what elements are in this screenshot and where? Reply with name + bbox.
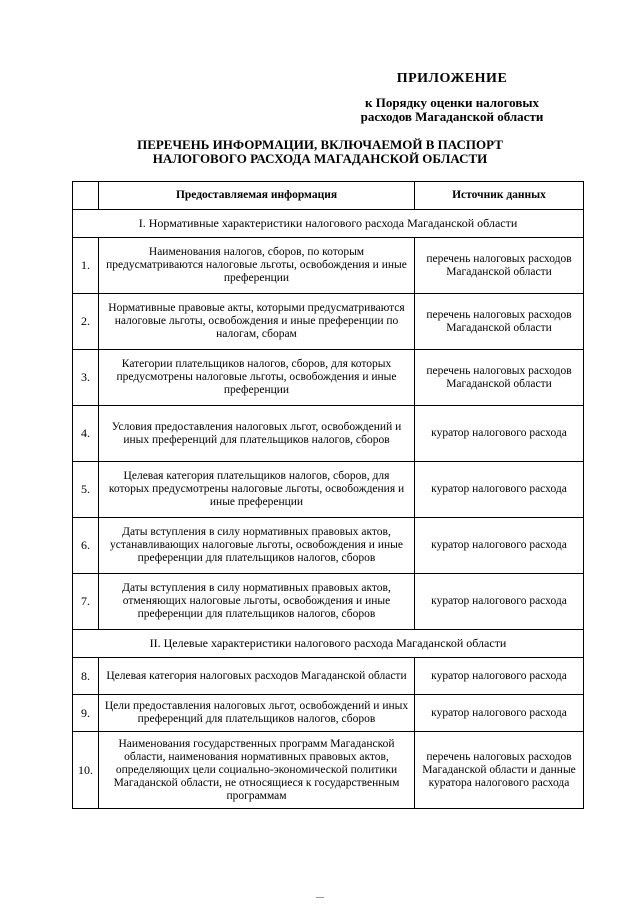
row-info: Даты вступления в силу нормативных правовых актов, отменяющих налоговые льготы, освобождения и иные преференции для плательщиков налогов, сборов — [99, 574, 415, 630]
row-info: Наименования налогов, сборов, по которым предусматриваются налоговые льготы, освобождения и иные преференции — [99, 238, 415, 294]
row-info: Нормативные правовые акты, которыми предусматриваются налоговые льготы, освобождения и иные преференции по налогам, сборам — [99, 294, 415, 350]
row-info: Категории плательщиков налогов, сборов, для которых предусмотрены налоговые льготы, освобождения и иные преференции — [99, 350, 415, 406]
document-title — [100, 138, 540, 166]
row-number: 6. — [73, 518, 99, 574]
row-number: 4. — [73, 406, 99, 462]
row-number: 9. — [73, 695, 99, 732]
appendix-line-1: к Порядку оценки налоговых — [364, 95, 540, 110]
row-source: куратор налогового расхода — [415, 658, 584, 695]
section-row — [73, 210, 584, 238]
row-number: 10. — [73, 732, 99, 809]
information-table — [72, 181, 584, 809]
row-info: Целевая категория плательщиков налогов, сборов, для которых предусмотрены налоговые льготы, освобождения и иные преференции — [99, 462, 415, 518]
row-source: перечень налоговых расходов Магаданской области — [415, 294, 584, 350]
table-row — [73, 574, 584, 630]
header-source: Источник данных — [415, 182, 584, 210]
row-number: 3. — [73, 350, 99, 406]
row-info: Условия предоставления налоговых льгот, освобождений и иных преференций для плательщиков налогов, сборов — [99, 406, 415, 462]
header-info: Предоставляемая информация — [99, 182, 415, 210]
row-number: 8. — [73, 658, 99, 695]
section-title: I. Нормативные характеристики налогового расхода Магаданской области — [73, 210, 584, 238]
page-footer-mark — [316, 897, 324, 898]
row-source: перечень налоговых расходов Магаданской области — [415, 350, 584, 406]
table-header-row — [73, 182, 584, 210]
row-info: Цели предоставления налоговых льгот, освобождений и иных преференций для плательщиков налогов, сборов — [99, 695, 415, 732]
table-row — [73, 518, 584, 574]
appendix-label: ПРИЛОЖЕНИЕ — [396, 71, 508, 86]
section-title: II. Целевые характеристики налогового расхода Магаданской области — [73, 630, 584, 658]
row-number: 5. — [73, 462, 99, 518]
title-line-1: ПЕРЕЧЕНЬ ИНФОРМАЦИИ, ВКЛЮЧАЕМОЙ В ПАСПОРТ — [137, 137, 503, 152]
row-source: куратор налогового расхода — [415, 462, 584, 518]
row-source: куратор налогового расхода — [415, 518, 584, 574]
row-info: Наименования государственных программ Магаданской области, наименования нормативных правовых актов, определяющих цели социально-экономической политики Магаданской области, не относящиеся к государственным программам — [99, 732, 415, 809]
table-row — [73, 406, 584, 462]
row-source: куратор налогового расхода — [415, 695, 584, 732]
row-number: 7. — [73, 574, 99, 630]
row-info: Целевая категория налоговых расходов Магаданской области — [99, 658, 415, 695]
row-number: 1. — [73, 238, 99, 294]
row-source: куратор налогового расхода — [415, 574, 584, 630]
title-line-2: НАЛОГОВОГО РАСХОДА МАГАДАНСКОЙ ОБЛАСТИ — [152, 151, 488, 166]
table-row — [73, 238, 584, 294]
appendix-line-2: расходов Магаданской области — [360, 109, 544, 124]
table-row — [73, 462, 584, 518]
appendix-heading — [332, 72, 572, 124]
header-num — [73, 182, 99, 210]
row-source: перечень налоговых расходов Магаданской области — [415, 238, 584, 294]
table-row — [73, 658, 584, 695]
table-row — [73, 732, 584, 809]
row-source: куратор налогового расхода — [415, 406, 584, 462]
table-row — [73, 350, 584, 406]
row-source: перечень налоговых расходов Магаданской области и данные куратора налогового расхода — [415, 732, 584, 809]
row-info: Даты вступления в силу нормативных правовых актов, устанавливающих налоговые льготы, освобождения и иные преференции для плательщиков налогов, сборов — [99, 518, 415, 574]
section-row — [73, 630, 584, 658]
table-row — [73, 695, 584, 732]
table-row — [73, 294, 584, 350]
row-number: 2. — [73, 294, 99, 350]
